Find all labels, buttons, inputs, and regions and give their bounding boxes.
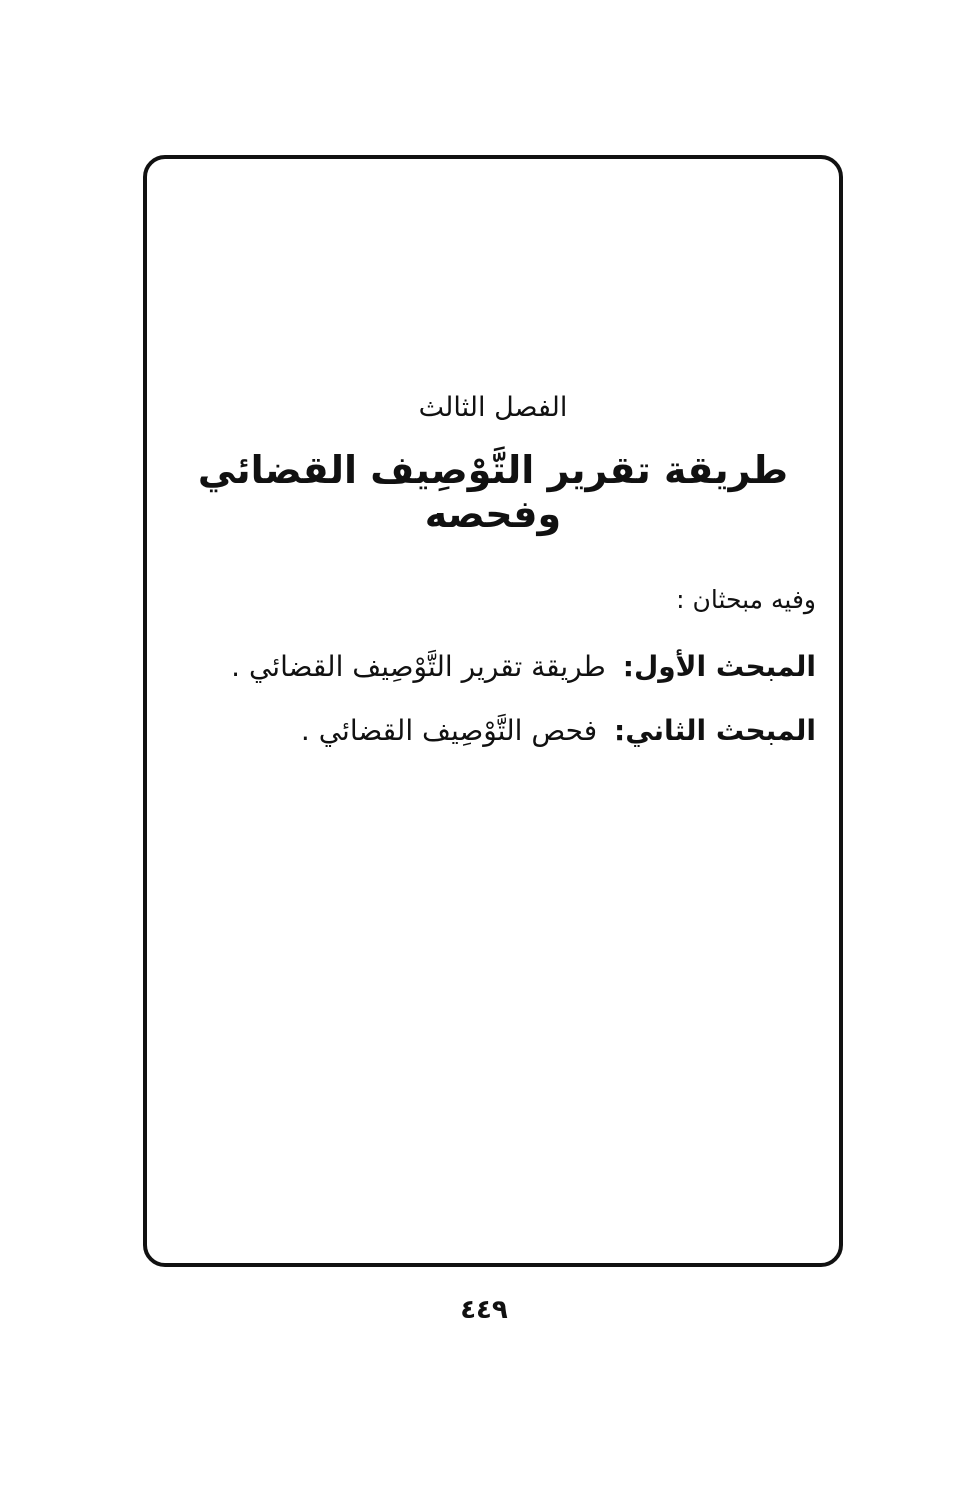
section-label: المبحث الثاني [625, 714, 816, 747]
section-separator: : [622, 650, 634, 683]
section-item-first [231, 650, 816, 683]
chapter-label: الفصل الثالث [418, 392, 568, 423]
sections-intro: وفيه مبحثان : [676, 585, 816, 614]
section-item-second [301, 714, 816, 747]
chapter-title: طريقة تقرير التَّوْصِيف القضائي وفحصه [197, 448, 789, 536]
page-border-frame [143, 155, 843, 1267]
section-text: طريقة تقرير التَّوْصِيف القضائي . [231, 650, 606, 683]
section-label: المبحث الأول [633, 650, 816, 683]
section-text: فحص التَّوْصِيف القضائي . [300, 714, 598, 747]
section-separator: : [614, 714, 626, 747]
page-number: ٤٤٩ [460, 1295, 508, 1325]
